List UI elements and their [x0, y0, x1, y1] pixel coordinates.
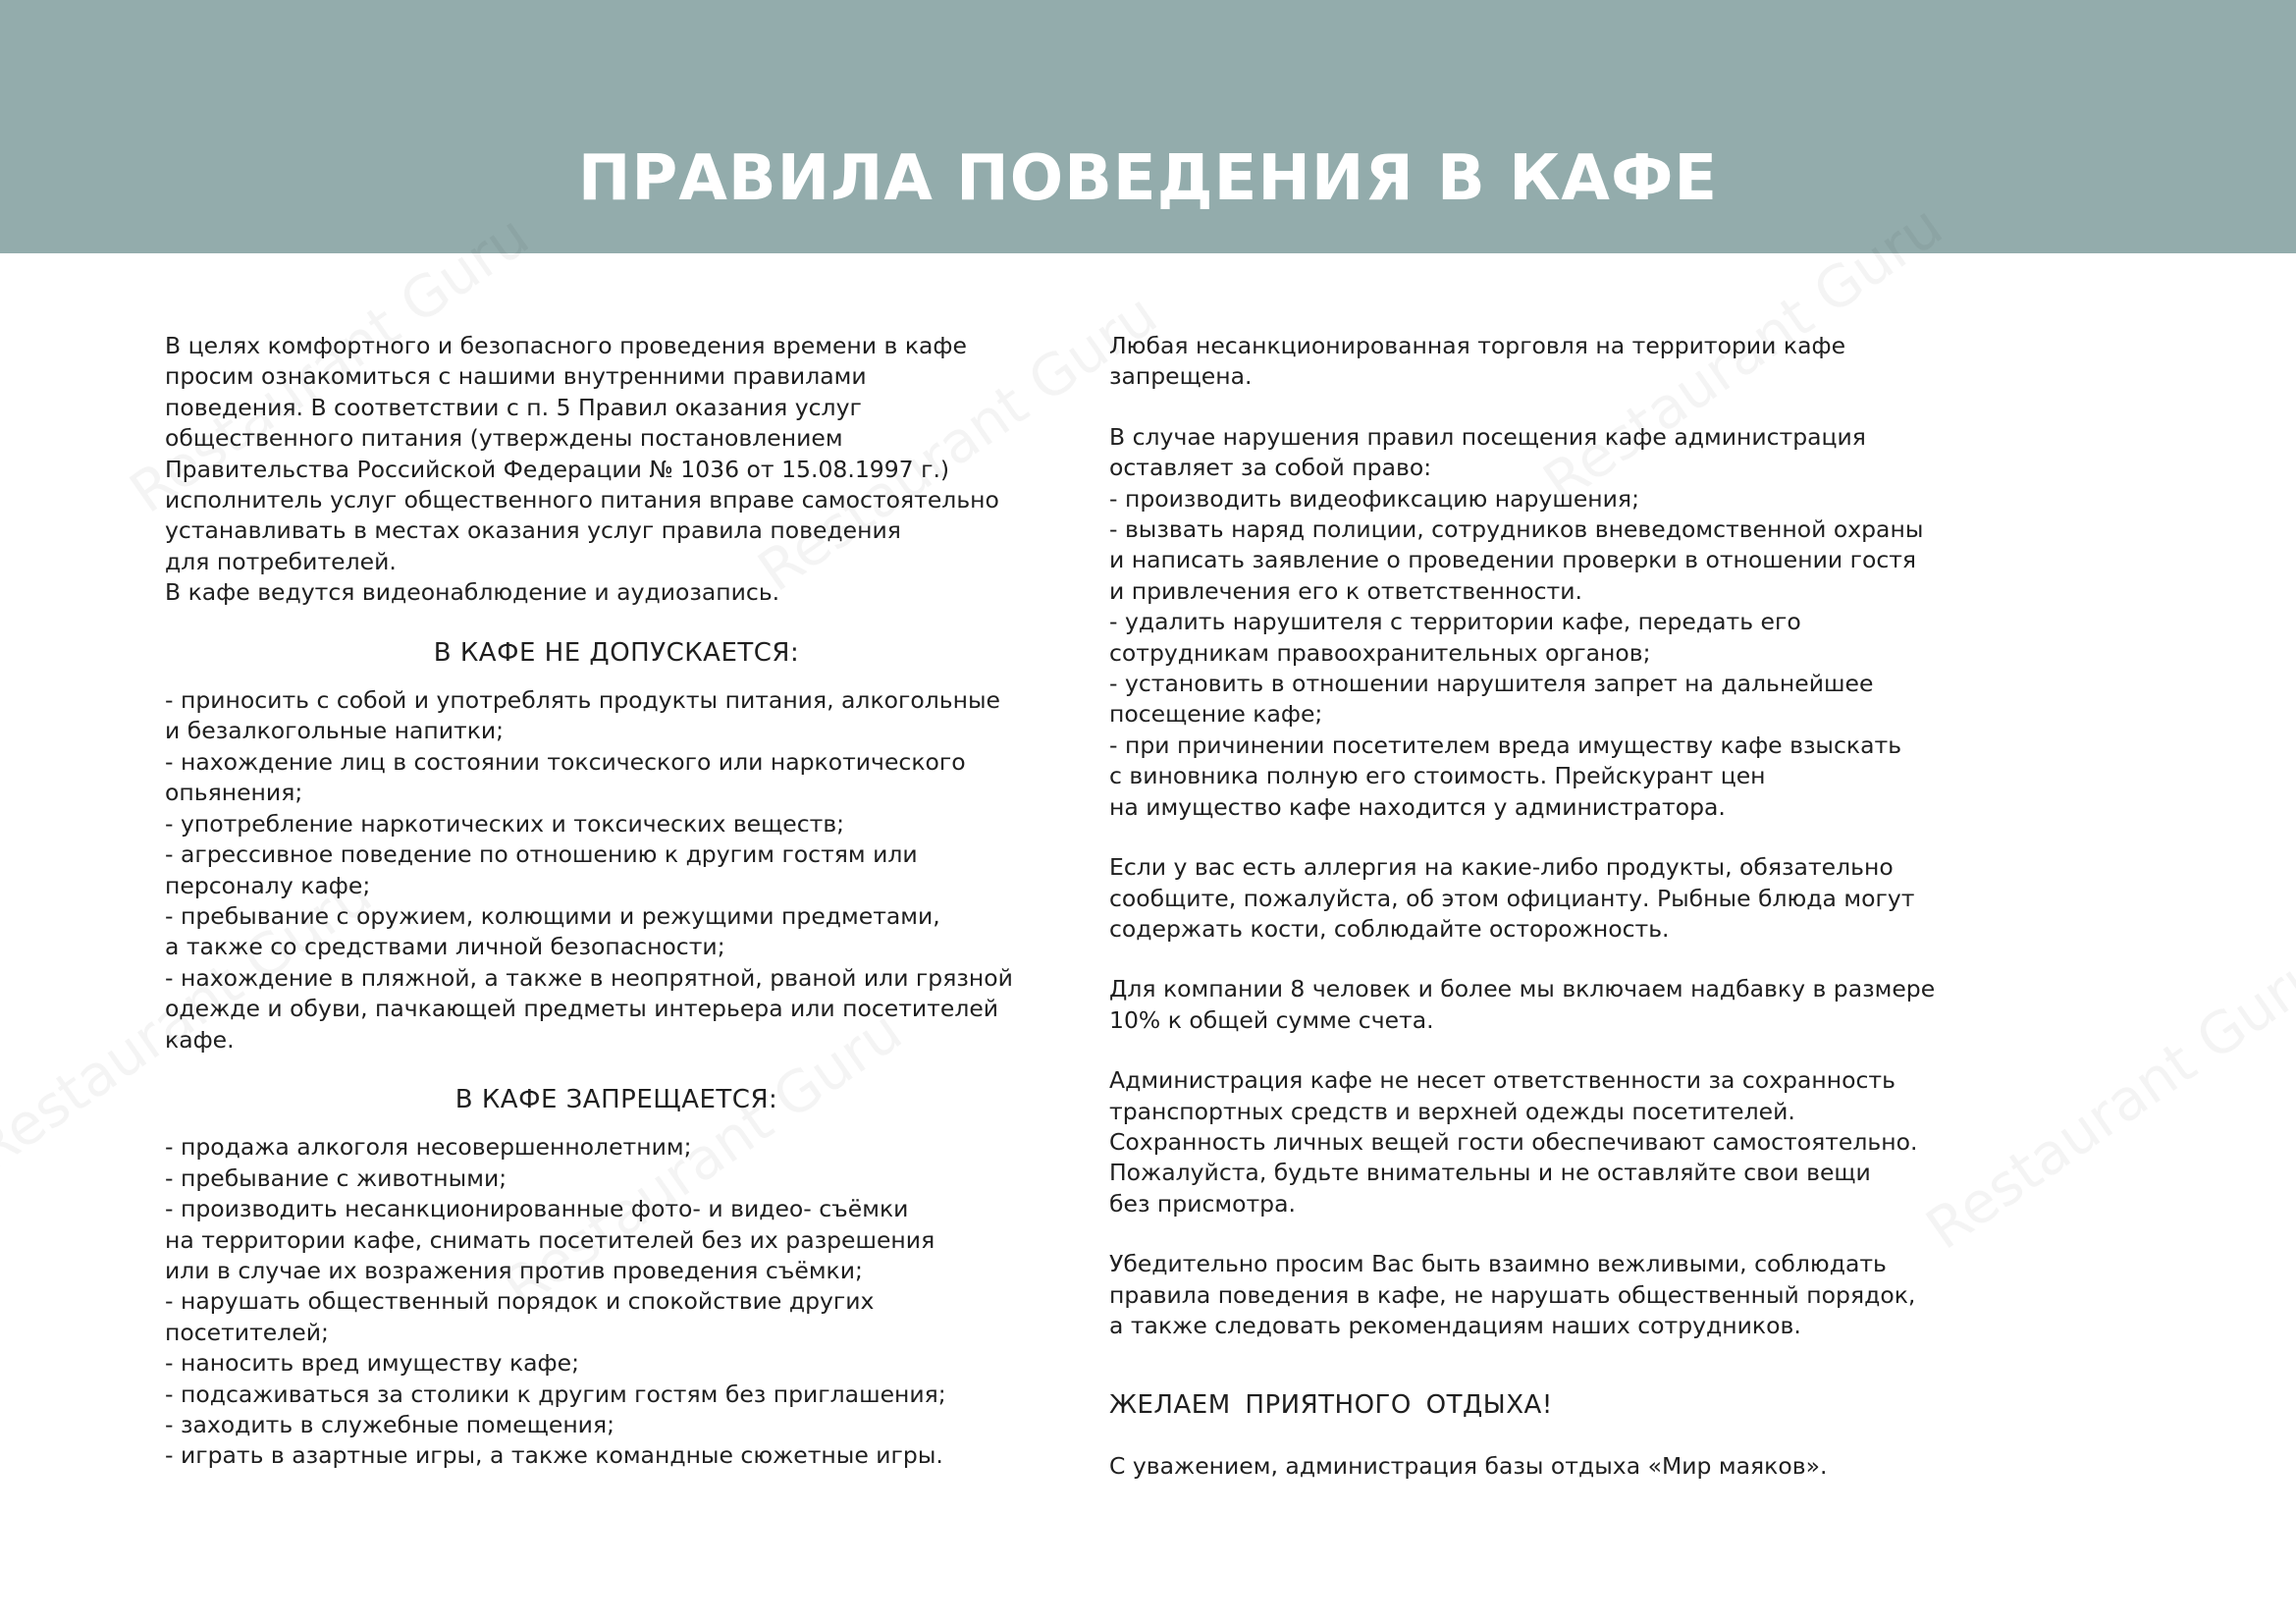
allergy-paragraph: Если у вас есть аллергия на какие-либо продукты, обязательно сообщите, пожалуйста, об этом официанту. Рыбные блюда могут содержать кости, соблюдайте осторожность. — [1109, 853, 1915, 943]
politeness-paragraph: Убедительно просим Вас быть взаимно вежливыми, соблюдать правила поведения в кафе, не нарушать общественный порядок, а также следовать рекомендациям наших сотрудников. — [1109, 1250, 1916, 1339]
trade-paragraph: Любая несанкционированная торговля на территории кафе запрещена. — [1109, 332, 1846, 391]
right-column — [1109, 331, 2022, 1482]
surcharge-paragraph: Для компании 8 человек и более мы включаем надбавку в размере 10% к общей сумме счета. — [1109, 975, 1936, 1034]
not-allowed-list: - приносить с собой и употреблять продукты питания, алкогольные и безалкогольные напитки; - нахождение лиц в состоянии токсического или наркотического опьянения; - употребление наркотических и токсических веществ; - агрессивное поведение по отношению к другим гостям или персоналу кафе; - пребывание с оружием, колющими и режущими предметами, а также со средствами личной безопасности; - нахождение в пляжной, а также в неопрятной, рваной или грязной одежде и обуви, пачкающей предметы интерьера или посетителей кафе. — [165, 686, 1013, 1054]
wish-text: ЖЕЛАЕМ ПРИЯТНОГО ОТДЫХА! — [1109, 1390, 1553, 1421]
signature-text: С уважением, администрация базы отдыха «Мир маяков». — [1109, 1451, 1828, 1480]
responsibility-paragraph: Администрация кафе не несет ответственности за сохранность транспортных средств и верхней одежды посетителей. Сохранность личных вещей гости обеспечивают самостоятельно. Пожалуйста, будьте внимательны и не оставляйте свои вещи без присмотра. — [1109, 1066, 1918, 1218]
header-band — [0, 0, 2296, 253]
intro-paragraph: В целях комфортного и безопасного проведения времени в кафе просим ознакомиться с нашими внутренними правилами поведения. В соответствии с п. 5 Правил оказания услуг общественного питания (утверждены постановлением Правительства Российской Федерации № 1036 от 15.08.1997 г.) исполнитель услуг общественного питания вправе самостоятельно устанавливать в местах оказания услуг правила поведения для потребителей. В кафе ведутся видеонаблюдение и аудиозапись. — [165, 332, 999, 607]
forbidden-heading: В КАФЕ ЗАПРЕЩАЕТСЯ: — [454, 1084, 778, 1114]
page-title: ПРАВИЛА ПОВЕДЕНИЯ В КАФЕ — [577, 142, 1719, 215]
violations-paragraph: В случае нарушения правил посещения кафе администрация оставляет за собой право: - производить видеофиксацию нарушения; - вызвать наряд полиции, сотрудников вневедомственной охраны и написать заявление о проведении проверки в отношении гостя и привлечения его к ответственности. - удалить нарушителя с территории кафе, передать его сотрудникам правоохранительных органов; - установить в отношении нарушителя запрет на дальнейшее посещение кафе; - при причинении посетителем вреда имуществу кафе взыскать с виновника полную его стоимость. Прейскурант цен на имущество кафе находится у администратора. — [1109, 422, 1924, 821]
not-allowed-heading: В КАФЕ НЕ ДОПУСКАЕТСЯ: — [433, 637, 800, 668]
forbidden-list: - продажа алкоголя несовершеннолетним; - пребывание с животными; - производить несанкционированные фото- и видео- съёмки на территории кафе, снимать посетителей без их разрешения или в случае их возражения против проведения съёмки; - нарушать общественный порядок и спокойствие других посетителей; - наносить вред имуществу кафе; - подсаживаться за столики к другим гостям без приглашения; - заходить в служебные помещения; - играть в азартные игры, а также командные сюжетные игры. — [165, 1133, 946, 1470]
left-column — [165, 331, 1068, 1472]
